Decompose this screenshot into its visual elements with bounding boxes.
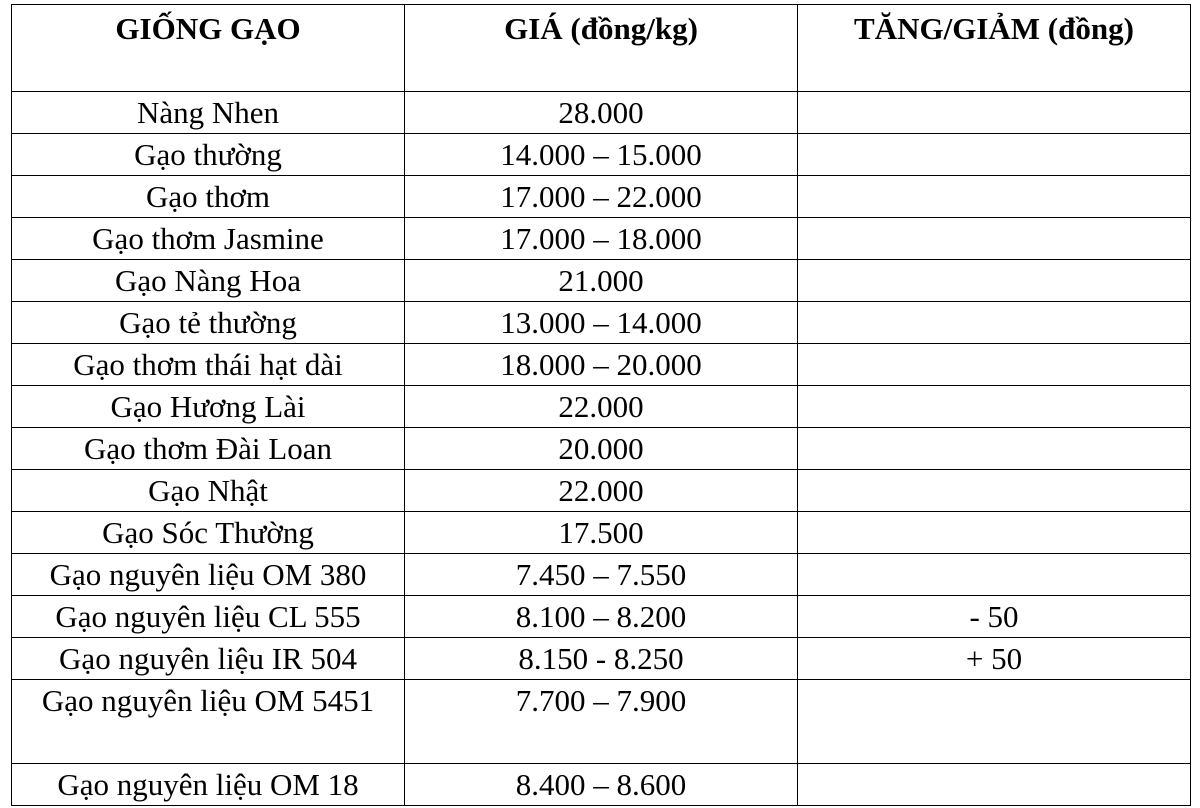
cell-price: 8.100 – 8.200 <box>405 596 798 638</box>
table-row <box>12 176 1191 218</box>
table-row <box>12 596 1191 638</box>
header-variety: GIỐNG GẠO <box>12 5 405 92</box>
cell-change <box>798 218 1191 260</box>
cell-change <box>798 386 1191 428</box>
cell-variety: Gạo tẻ thường <box>12 302 405 344</box>
table-row <box>12 386 1191 428</box>
cell-price: 18.000 – 20.000 <box>405 344 798 386</box>
cell-change <box>798 554 1191 596</box>
table-row <box>12 302 1191 344</box>
cell-variety: Nàng Nhen <box>12 92 405 134</box>
table-header-row <box>12 5 1191 92</box>
cell-variety: Gạo Nàng Hoa <box>12 260 405 302</box>
cell-change <box>798 134 1191 176</box>
cell-price: 17.500 <box>405 512 798 554</box>
cell-price: 7.700 – 7.900 <box>405 680 798 764</box>
table-row <box>12 764 1191 806</box>
table-row <box>12 512 1191 554</box>
cell-variety: Gạo thơm Đài Loan <box>12 428 405 470</box>
cell-variety: Gạo nguyên liệu OM 380 <box>12 554 405 596</box>
cell-variety: Gạo Hương Lài <box>12 386 405 428</box>
rice-price-table <box>11 4 1191 806</box>
cell-price: 17.000 – 22.000 <box>405 176 798 218</box>
cell-variety: Gạo nguyên liệu IR 504 <box>12 638 405 680</box>
cell-price: 28.000 <box>405 92 798 134</box>
header-price: GIÁ (đồng/kg) <box>405 5 798 92</box>
cell-variety: Gạo nguyên liệu CL 555 <box>12 596 405 638</box>
cell-change <box>798 92 1191 134</box>
cell-change <box>798 680 1191 764</box>
cell-variety: Gạo thơm Jasmine <box>12 218 405 260</box>
cell-variety: Gạo nguyên liệu OM 18 <box>12 764 405 806</box>
cell-variety: Gạo thường <box>12 134 405 176</box>
cell-change: + 50 <box>798 638 1191 680</box>
cell-price: 13.000 – 14.000 <box>405 302 798 344</box>
table-row <box>12 260 1191 302</box>
cell-change <box>798 260 1191 302</box>
cell-price: 8.150 - 8.250 <box>405 638 798 680</box>
table-row <box>12 218 1191 260</box>
cell-price: 22.000 <box>405 470 798 512</box>
cell-change: - 50 <box>798 596 1191 638</box>
cell-variety: Gạo nguyên liệu OM 5451 <box>12 680 405 764</box>
cell-price: 7.450 – 7.550 <box>405 554 798 596</box>
cell-variety: Gạo Nhật <box>12 470 405 512</box>
cell-price: 22.000 <box>405 386 798 428</box>
cell-change <box>798 344 1191 386</box>
cell-change <box>798 428 1191 470</box>
cell-change <box>798 470 1191 512</box>
table-row <box>12 470 1191 512</box>
table-row <box>12 134 1191 176</box>
table-row <box>12 680 1191 764</box>
cell-price: 14.000 – 15.000 <box>405 134 798 176</box>
cell-price: 20.000 <box>405 428 798 470</box>
cell-price: 8.400 – 8.600 <box>405 764 798 806</box>
table-row <box>12 92 1191 134</box>
cell-change <box>798 512 1191 554</box>
table-row <box>12 554 1191 596</box>
cell-change <box>798 176 1191 218</box>
table-row <box>12 344 1191 386</box>
table-row <box>12 428 1191 470</box>
cell-variety: Gạo Sóc Thường <box>12 512 405 554</box>
cell-price: 17.000 – 18.000 <box>405 218 798 260</box>
table-row <box>12 638 1191 680</box>
cell-price: 21.000 <box>405 260 798 302</box>
header-change: TĂNG/GIẢM (đồng) <box>798 5 1191 92</box>
cell-variety: Gạo thơm thái hạt dài <box>12 344 405 386</box>
cell-change <box>798 764 1191 806</box>
cell-variety: Gạo thơm <box>12 176 405 218</box>
cell-change <box>798 302 1191 344</box>
